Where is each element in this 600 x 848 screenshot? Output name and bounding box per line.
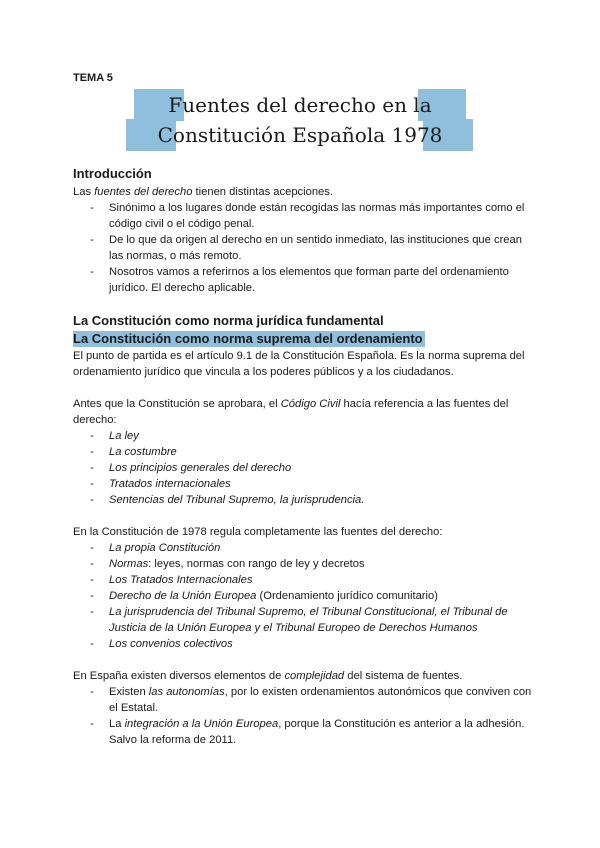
list-item: - Sentencias del Tribunal Supremo, la jurisprudencia.	[73, 492, 533, 508]
intro-paragraph: Las fuentes del derecho tienen distintas acepciones.	[73, 186, 333, 198]
title-line-2	[0, 119, 600, 151]
section-subheading: La Constitución como norma suprema del ordenamiento	[73, 331, 423, 346]
list-item: - Tratados internacionales	[73, 476, 533, 492]
list-item: - La propia Constitución	[73, 540, 533, 556]
list-item: - Nosotros vamos a referirnos a los elementos que forman parte del ordenamiento jurídico. El derecho aplicable.	[73, 264, 533, 296]
list-item: - Los convenios colectivos	[73, 636, 533, 652]
codigo-civil-list	[73, 428, 533, 508]
section-heading: La Constitución como norma jurídica fundamental	[73, 313, 384, 328]
complexity-list	[73, 684, 533, 748]
constitution-sources-list	[73, 540, 533, 652]
paragraph-constitucion-1978: En la Constitución de 1978 regula completamente las fuentes del derecho:	[73, 526, 443, 538]
list-item: - Normas: leyes, normas con rango de ley y decretos	[73, 556, 533, 572]
list-item: - La costumbre	[73, 444, 533, 460]
list-item: - Existen las autonomías, por lo existen ordenamientos autonómicos que conviven con el Estatal.	[73, 684, 533, 716]
intro-heading: Introducción	[73, 166, 152, 181]
list-item: - La ley	[73, 428, 533, 444]
document-title-line-2: Constitución Española 1978	[157, 123, 443, 147]
topic-label: TEMA 5	[73, 72, 113, 84]
list-item: - Los principios generales del derecho	[73, 460, 533, 476]
list-item: - De lo que da origen al derecho en un sentido inmediato, las instituciones que crean las normas, o más remoto.	[73, 232, 533, 264]
title-line-1	[0, 89, 600, 121]
paragraph-complejidad: En España existen diversos elementos de complejidad del sistema de fuentes.	[73, 670, 463, 682]
list-item: - Derecho de la Unión Europea (Ordenamiento jurídico comunitario)	[73, 588, 533, 604]
list-item: - Sinónimo a los lugares donde están recogidas las normas más importantes como el código civil o el código penal.	[73, 200, 533, 232]
list-item: - La integración a la Unión Europea, porque la Constitución es anterior a la adhesión. Salvo la reforma de 2011.	[73, 716, 533, 748]
paragraph-article: El punto de partida es el artículo 9.1 de la Constitución Española. Es la norma suprema del ordenamiento jurídico que vincula a los poderes públicos y a los ciudadanos.	[73, 350, 525, 378]
paragraph-codigo-civil: Antes que la Constitución se aprobara, el Código Civil hacía referencia a las fuentes del derecho:	[73, 398, 509, 426]
document-title-line-1: Fuentes del derecho en la	[168, 93, 432, 117]
intro-list	[73, 200, 533, 296]
list-item: - Los Tratados Internacionales	[73, 572, 533, 588]
list-item: - La jurisprudencia del Tribunal Supremo, el Tribunal Constitucional, el Tribunal de Justicia de la Unión Europea y el Tribunal Europeo de Derechos Humanos	[73, 604, 533, 636]
